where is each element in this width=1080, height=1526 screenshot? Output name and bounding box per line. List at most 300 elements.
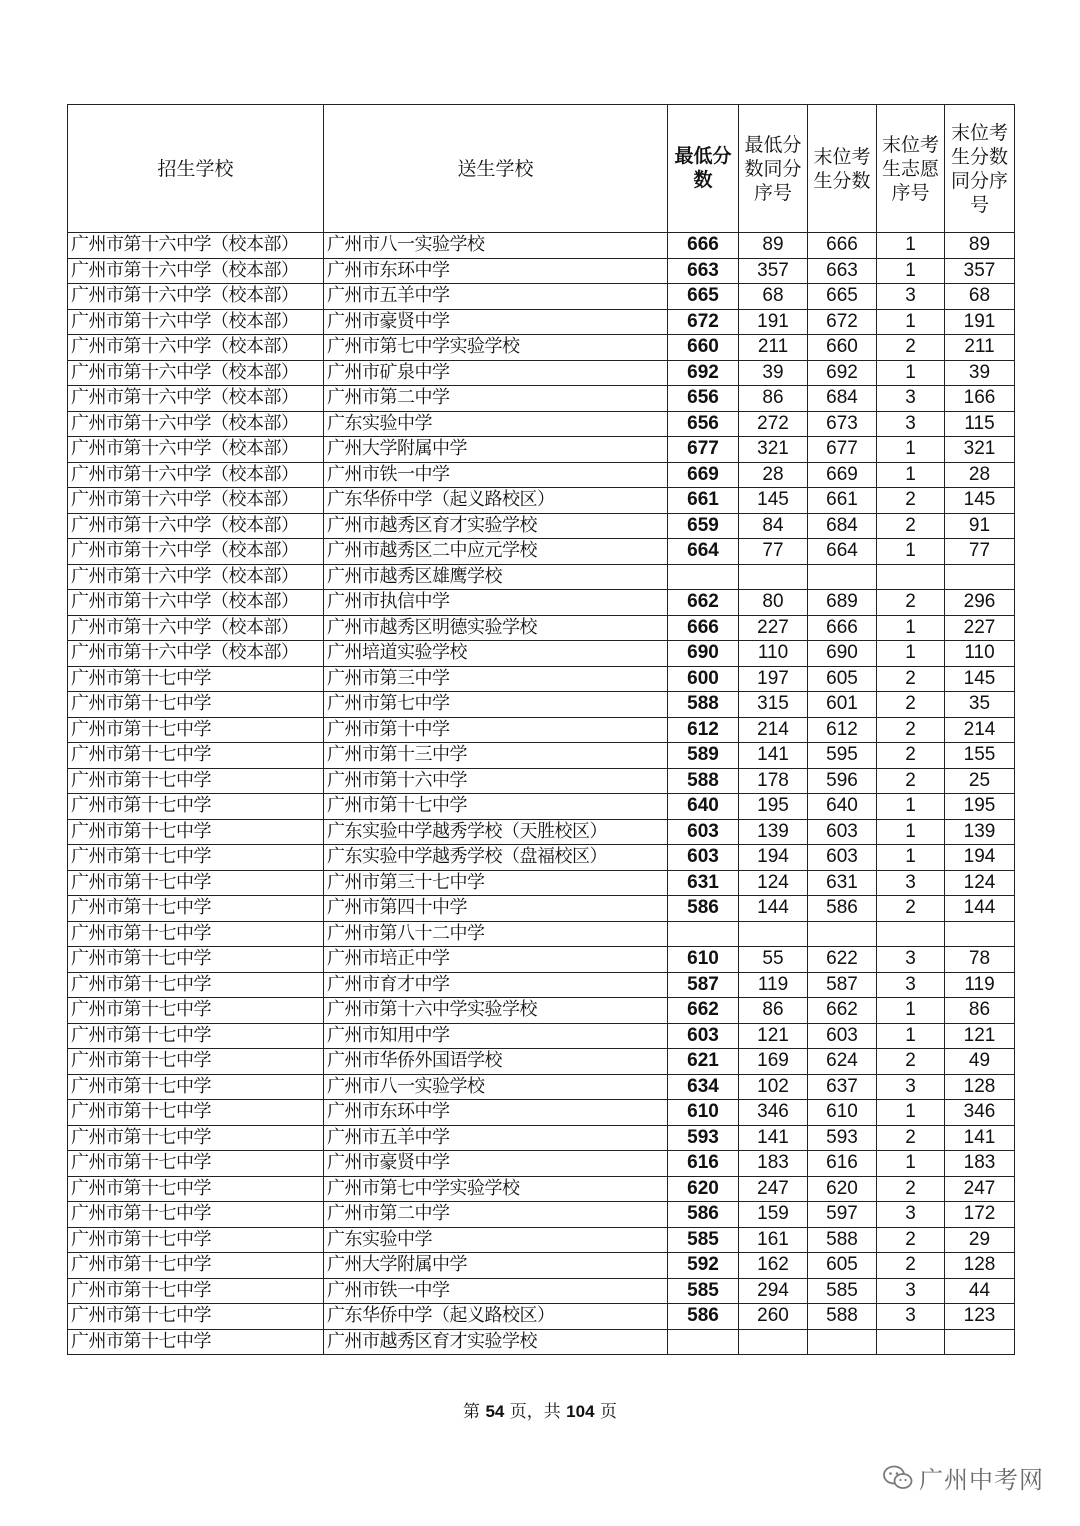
sender-cell: 广州大学附属中学 (324, 437, 668, 463)
min-rank-cell: 247 (739, 1176, 808, 1202)
min-rank-cell: 183 (739, 1151, 808, 1177)
last-rank-cell: 110 (945, 641, 1015, 667)
last-rank-cell: 91 (945, 513, 1015, 539)
last-wish-cell: 3 (877, 870, 945, 896)
min-rank-cell: 294 (739, 1278, 808, 1304)
table-row (68, 641, 1015, 667)
table-row (68, 692, 1015, 718)
last-wish-cell: 1 (877, 539, 945, 565)
school-cell: 广州市第十七中学 (68, 1278, 324, 1304)
last-rank-cell: 25 (945, 768, 1015, 794)
last-wish-cell: 1 (877, 437, 945, 463)
last-score-cell: 666 (808, 615, 877, 641)
last-wish-cell: 3 (877, 1202, 945, 1228)
sender-cell: 广东实验中学 (324, 411, 668, 437)
table-row (68, 921, 1015, 947)
min-score-cell: 620 (668, 1176, 739, 1202)
min-rank-cell: 211 (739, 335, 808, 361)
last-wish-cell: 1 (877, 462, 945, 488)
last-score-cell: 631 (808, 870, 877, 896)
school-cell: 广州市第十六中学（校本部） (68, 462, 324, 488)
sender-cell: 广东华侨中学（起义路校区） (324, 488, 668, 514)
last-score-cell: 597 (808, 1202, 877, 1228)
header-min-rank: 最低分数同分序号 (739, 105, 808, 233)
table-row (68, 615, 1015, 641)
last-rank-cell: 89 (945, 233, 1015, 259)
last-wish-cell: 1 (877, 1023, 945, 1049)
min-rank-cell: 86 (739, 386, 808, 412)
min-score-cell: 585 (668, 1227, 739, 1253)
last-wish-cell: 2 (877, 1125, 945, 1151)
header-last-wish: 末位考生志愿序号 (877, 105, 945, 233)
last-score-cell: 690 (808, 641, 877, 667)
min-rank-cell: 139 (739, 819, 808, 845)
sender-cell: 广州市豪贤中学 (324, 309, 668, 335)
table-row (68, 666, 1015, 692)
table-row (68, 1151, 1015, 1177)
last-score-cell: 587 (808, 972, 877, 998)
table-row (68, 743, 1015, 769)
sender-cell: 广州市第八十二中学 (324, 921, 668, 947)
last-score-cell: 677 (808, 437, 877, 463)
last-rank-cell: 211 (945, 335, 1015, 361)
last-rank-cell: 119 (945, 972, 1015, 998)
admission-table (67, 104, 1015, 1355)
last-rank-cell: 128 (945, 1253, 1015, 1279)
table-row (68, 1074, 1015, 1100)
min-rank-cell (739, 564, 808, 590)
school-cell: 广州市第十六中学（校本部） (68, 284, 324, 310)
last-score-cell: 622 (808, 947, 877, 973)
min-score-cell: 588 (668, 768, 739, 794)
table-row (68, 1125, 1015, 1151)
last-wish-cell: 3 (877, 1304, 945, 1330)
school-cell: 广州市第十七中学 (68, 1227, 324, 1253)
wechat-icon (883, 1465, 913, 1491)
sender-cell: 广东实验中学越秀学校（天胜校区） (324, 819, 668, 845)
last-score-cell: 684 (808, 386, 877, 412)
last-rank-cell: 128 (945, 1074, 1015, 1100)
sender-cell: 广州市育才中学 (324, 972, 668, 998)
sender-cell: 广州市铁一中学 (324, 1278, 668, 1304)
min-rank-cell: 159 (739, 1202, 808, 1228)
school-cell: 广州市第十六中学（校本部） (68, 615, 324, 641)
table-row (68, 1176, 1015, 1202)
sender-cell: 广州市五羊中学 (324, 284, 668, 310)
min-score-cell: 586 (668, 1202, 739, 1228)
school-cell: 广州市第十七中学 (68, 1304, 324, 1330)
last-score-cell: 603 (808, 845, 877, 871)
min-rank-cell: 121 (739, 1023, 808, 1049)
last-wish-cell: 1 (877, 819, 945, 845)
table-row (68, 1329, 1015, 1355)
school-cell: 广州市第十七中学 (68, 998, 324, 1024)
min-score-cell: 665 (668, 284, 739, 310)
last-score-cell: 663 (808, 258, 877, 284)
header-min-score: 最低分数 (668, 105, 739, 233)
min-rank-cell: 162 (739, 1253, 808, 1279)
footer-prefix: 第 (463, 1402, 481, 1422)
table-row (68, 284, 1015, 310)
min-rank-cell: 214 (739, 717, 808, 743)
min-score-cell: 600 (668, 666, 739, 692)
min-score-cell: 603 (668, 1023, 739, 1049)
min-rank-cell: 77 (739, 539, 808, 565)
min-score-cell: 585 (668, 1278, 739, 1304)
table-row (68, 1227, 1015, 1253)
min-rank-cell: 68 (739, 284, 808, 310)
sender-cell: 广州市越秀区育才实验学校 (324, 1329, 668, 1355)
school-cell: 广州市第十七中学 (68, 692, 324, 718)
min-score-cell: 666 (668, 233, 739, 259)
last-rank-cell: 155 (945, 743, 1015, 769)
sender-cell: 广州市东环中学 (324, 258, 668, 284)
last-wish-cell: 2 (877, 666, 945, 692)
school-cell: 广州市第十六中学（校本部） (68, 437, 324, 463)
last-wish-cell: 1 (877, 1100, 945, 1126)
min-score-cell: 603 (668, 845, 739, 871)
last-wish-cell: 1 (877, 615, 945, 641)
min-score-cell: 656 (668, 411, 739, 437)
sender-cell: 广州市第十六中学实验学校 (324, 998, 668, 1024)
min-score-cell: 603 (668, 819, 739, 845)
school-cell: 广州市第十七中学 (68, 1151, 324, 1177)
school-cell: 广州市第十七中学 (68, 1202, 324, 1228)
min-score-cell: 592 (668, 1253, 739, 1279)
last-rank-cell: 166 (945, 386, 1015, 412)
table-row (68, 488, 1015, 514)
footer-total-pages: 104 (566, 1402, 595, 1421)
min-rank-cell: 272 (739, 411, 808, 437)
min-rank-cell: 39 (739, 360, 808, 386)
last-wish-cell: 2 (877, 1049, 945, 1075)
sender-cell: 广州市培正中学 (324, 947, 668, 973)
footer-suffix: 页 (599, 1402, 617, 1422)
min-rank-cell: 55 (739, 947, 808, 973)
sender-cell: 广东实验中学 (324, 1227, 668, 1253)
min-score-cell: 640 (668, 794, 739, 820)
last-wish-cell: 1 (877, 845, 945, 871)
last-score-cell (808, 564, 877, 590)
last-wish-cell: 2 (877, 743, 945, 769)
school-cell: 广州市第十七中学 (68, 794, 324, 820)
last-score-cell: 586 (808, 896, 877, 922)
min-rank-cell: 144 (739, 896, 808, 922)
sender-cell: 广州市八一实验学校 (324, 233, 668, 259)
last-score-cell: 585 (808, 1278, 877, 1304)
sender-cell: 广州市第三中学 (324, 666, 668, 692)
school-cell: 广州市第十六中学（校本部） (68, 411, 324, 437)
school-cell: 广州市第十七中学 (68, 768, 324, 794)
last-score-cell: 660 (808, 335, 877, 361)
min-score-cell: 612 (668, 717, 739, 743)
last-wish-cell: 2 (877, 488, 945, 514)
min-score-cell: 588 (668, 692, 739, 718)
min-score-cell (668, 564, 739, 590)
school-cell: 广州市第十六中学（校本部） (68, 488, 324, 514)
sender-cell: 广州市五羊中学 (324, 1125, 668, 1151)
last-score-cell (808, 921, 877, 947)
sender-cell: 广州市第七中学实验学校 (324, 335, 668, 361)
table-row (68, 972, 1015, 998)
min-score-cell: 587 (668, 972, 739, 998)
table-row (68, 411, 1015, 437)
last-wish-cell: 3 (877, 972, 945, 998)
last-wish-cell: 3 (877, 284, 945, 310)
last-wish-cell (877, 564, 945, 590)
last-wish-cell: 3 (877, 386, 945, 412)
last-wish-cell: 2 (877, 335, 945, 361)
last-wish-cell: 3 (877, 411, 945, 437)
last-rank-cell: 145 (945, 488, 1015, 514)
min-score-cell: 616 (668, 1151, 739, 1177)
min-score-cell: 677 (668, 437, 739, 463)
sender-cell: 广州市第十七中学 (324, 794, 668, 820)
min-rank-cell: 80 (739, 590, 808, 616)
school-cell: 广州市第十七中学 (68, 1074, 324, 1100)
min-rank-cell: 321 (739, 437, 808, 463)
last-wish-cell (877, 921, 945, 947)
last-rank-cell: 214 (945, 717, 1015, 743)
last-score-cell: 672 (808, 309, 877, 335)
last-rank-cell: 139 (945, 819, 1015, 845)
min-rank-cell: 169 (739, 1049, 808, 1075)
school-cell: 广州市第十七中学 (68, 1176, 324, 1202)
min-score-cell: 656 (668, 386, 739, 412)
sender-cell: 广州市东环中学 (324, 1100, 668, 1126)
last-wish-cell: 1 (877, 309, 945, 335)
last-rank-cell: 183 (945, 1151, 1015, 1177)
min-score-cell: 662 (668, 590, 739, 616)
school-cell: 广州市第十七中学 (68, 666, 324, 692)
header-row (68, 105, 1015, 233)
table-row (68, 360, 1015, 386)
min-score-cell: 593 (668, 1125, 739, 1151)
min-rank-cell: 119 (739, 972, 808, 998)
last-rank-cell: 172 (945, 1202, 1015, 1228)
table-row (68, 258, 1015, 284)
school-cell: 广州市第十七中学 (68, 1125, 324, 1151)
min-rank-cell: 315 (739, 692, 808, 718)
header-school: 招生学校 (68, 105, 324, 233)
min-rank-cell: 227 (739, 615, 808, 641)
min-rank-cell: 102 (739, 1074, 808, 1100)
sender-cell: 广州市第七中学 (324, 692, 668, 718)
last-rank-cell: 357 (945, 258, 1015, 284)
min-score-cell: 631 (668, 870, 739, 896)
sender-cell: 广州市第二中学 (324, 1202, 668, 1228)
school-cell: 广州市第十七中学 (68, 1100, 324, 1126)
table-row (68, 947, 1015, 973)
last-rank-cell: 35 (945, 692, 1015, 718)
min-score-cell: 621 (668, 1049, 739, 1075)
min-score-cell: 690 (668, 641, 739, 667)
school-cell: 广州市第十七中学 (68, 921, 324, 947)
last-wish-cell: 2 (877, 768, 945, 794)
table-row (68, 437, 1015, 463)
min-score-cell: 664 (668, 539, 739, 565)
school-cell: 广州市第十六中学（校本部） (68, 335, 324, 361)
min-rank-cell: 28 (739, 462, 808, 488)
school-cell: 广州市第十七中学 (68, 819, 324, 845)
last-rank-cell (945, 921, 1015, 947)
min-score-cell: 634 (668, 1074, 739, 1100)
watermark-text: 广州中考网 (919, 1466, 1044, 1494)
sender-cell: 广州市越秀区育才实验学校 (324, 513, 668, 539)
last-wish-cell: 2 (877, 590, 945, 616)
table-row (68, 1049, 1015, 1075)
sender-cell: 广州市越秀区明德实验学校 (324, 615, 668, 641)
min-rank-cell: 110 (739, 641, 808, 667)
sender-cell: 广州市越秀区雄鹰学校 (324, 564, 668, 590)
min-rank-cell: 178 (739, 768, 808, 794)
last-score-cell: 596 (808, 768, 877, 794)
school-cell: 广州市第十六中学（校本部） (68, 513, 324, 539)
sender-cell: 广州市第二中学 (324, 386, 668, 412)
school-cell: 广州市第十七中学 (68, 896, 324, 922)
min-score-cell (668, 921, 739, 947)
table-row (68, 870, 1015, 896)
last-score-cell: 595 (808, 743, 877, 769)
min-score-cell: 660 (668, 335, 739, 361)
min-rank-cell: 357 (739, 258, 808, 284)
last-rank-cell: 321 (945, 437, 1015, 463)
header-last-rank: 末位考生分数同分序号 (945, 105, 1015, 233)
last-rank-cell: 78 (945, 947, 1015, 973)
footer-page-number: 54 (485, 1402, 505, 1421)
min-rank-cell: 89 (739, 233, 808, 259)
header-sender: 送生学校 (324, 105, 668, 233)
table-row (68, 309, 1015, 335)
last-score-cell: 593 (808, 1125, 877, 1151)
min-score-cell: 663 (668, 258, 739, 284)
last-wish-cell: 2 (877, 1176, 945, 1202)
sender-cell: 广州市豪贤中学 (324, 1151, 668, 1177)
min-rank-cell: 191 (739, 309, 808, 335)
last-rank-cell: 28 (945, 462, 1015, 488)
min-rank-cell: 86 (739, 998, 808, 1024)
last-score-cell: 605 (808, 1253, 877, 1279)
min-score-cell: 586 (668, 1304, 739, 1330)
last-rank-cell: 191 (945, 309, 1015, 335)
table-body (68, 233, 1015, 1355)
school-cell: 广州市第十六中学（校本部） (68, 309, 324, 335)
last-score-cell: 603 (808, 1023, 877, 1049)
school-cell: 广州市第十六中学（校本部） (68, 590, 324, 616)
last-score-cell: 664 (808, 539, 877, 565)
sender-cell: 广州市铁一中学 (324, 462, 668, 488)
last-score-cell (808, 1329, 877, 1355)
min-rank-cell: 197 (739, 666, 808, 692)
last-wish-cell: 2 (877, 1253, 945, 1279)
min-rank-cell: 346 (739, 1100, 808, 1126)
last-rank-cell: 86 (945, 998, 1015, 1024)
sender-cell: 广东华侨中学（起义路校区） (324, 1304, 668, 1330)
last-score-cell: 662 (808, 998, 877, 1024)
sender-cell: 广州培道实验学校 (324, 641, 668, 667)
last-wish-cell: 1 (877, 360, 945, 386)
table-row (68, 819, 1015, 845)
table-row (68, 896, 1015, 922)
min-score-cell: 666 (668, 615, 739, 641)
table-row (68, 564, 1015, 590)
school-cell: 广州市第十七中学 (68, 1253, 324, 1279)
min-rank-cell (739, 1329, 808, 1355)
school-cell: 广州市第十六中学（校本部） (68, 641, 324, 667)
last-rank-cell: 124 (945, 870, 1015, 896)
last-score-cell: 610 (808, 1100, 877, 1126)
school-cell: 广州市第十六中学（校本部） (68, 386, 324, 412)
sender-cell: 广州市第七中学实验学校 (324, 1176, 668, 1202)
last-rank-cell: 227 (945, 615, 1015, 641)
last-score-cell: 673 (808, 411, 877, 437)
table-row (68, 1202, 1015, 1228)
last-wish-cell: 1 (877, 1151, 945, 1177)
last-score-cell: 661 (808, 488, 877, 514)
watermark (883, 1460, 1044, 1495)
school-cell: 广州市第十七中学 (68, 743, 324, 769)
min-score-cell: 661 (668, 488, 739, 514)
school-cell: 广州市第十七中学 (68, 717, 324, 743)
last-rank-cell: 29 (945, 1227, 1015, 1253)
last-rank-cell: 115 (945, 411, 1015, 437)
min-rank-cell: 84 (739, 513, 808, 539)
last-score-cell: 624 (808, 1049, 877, 1075)
table-row (68, 845, 1015, 871)
table-row (68, 1100, 1015, 1126)
last-rank-cell: 121 (945, 1023, 1015, 1049)
last-rank-cell: 44 (945, 1278, 1015, 1304)
last-score-cell: 612 (808, 717, 877, 743)
last-score-cell: 601 (808, 692, 877, 718)
school-cell: 广州市第十六中学（校本部） (68, 564, 324, 590)
last-wish-cell: 2 (877, 513, 945, 539)
table-row (68, 1253, 1015, 1279)
last-score-cell: 588 (808, 1304, 877, 1330)
last-score-cell: 640 (808, 794, 877, 820)
min-score-cell: 672 (668, 309, 739, 335)
school-cell: 广州市第十七中学 (68, 1049, 324, 1075)
last-wish-cell: 1 (877, 998, 945, 1024)
min-score-cell: 610 (668, 1100, 739, 1126)
table-row (68, 1304, 1015, 1330)
table-row (68, 590, 1015, 616)
table-row (68, 1023, 1015, 1049)
min-score-cell: 589 (668, 743, 739, 769)
sender-cell: 广州市第四十中学 (324, 896, 668, 922)
table-row (68, 1278, 1015, 1304)
sender-cell: 广州市第三十七中学 (324, 870, 668, 896)
last-score-cell: 616 (808, 1151, 877, 1177)
last-rank-cell: 68 (945, 284, 1015, 310)
last-wish-cell: 3 (877, 947, 945, 973)
last-rank-cell: 123 (945, 1304, 1015, 1330)
last-score-cell: 637 (808, 1074, 877, 1100)
min-rank-cell: 161 (739, 1227, 808, 1253)
min-score-cell: 586 (668, 896, 739, 922)
school-cell: 广州市第十七中学 (68, 972, 324, 998)
last-score-cell: 605 (808, 666, 877, 692)
school-cell: 广州市第十六中学（校本部） (68, 258, 324, 284)
last-score-cell: 669 (808, 462, 877, 488)
min-rank-cell: 194 (739, 845, 808, 871)
min-rank-cell: 141 (739, 743, 808, 769)
min-rank-cell: 124 (739, 870, 808, 896)
page-footer (0, 1400, 1080, 1424)
min-score-cell: 662 (668, 998, 739, 1024)
last-wish-cell: 2 (877, 692, 945, 718)
school-cell: 广州市第十六中学（校本部） (68, 539, 324, 565)
